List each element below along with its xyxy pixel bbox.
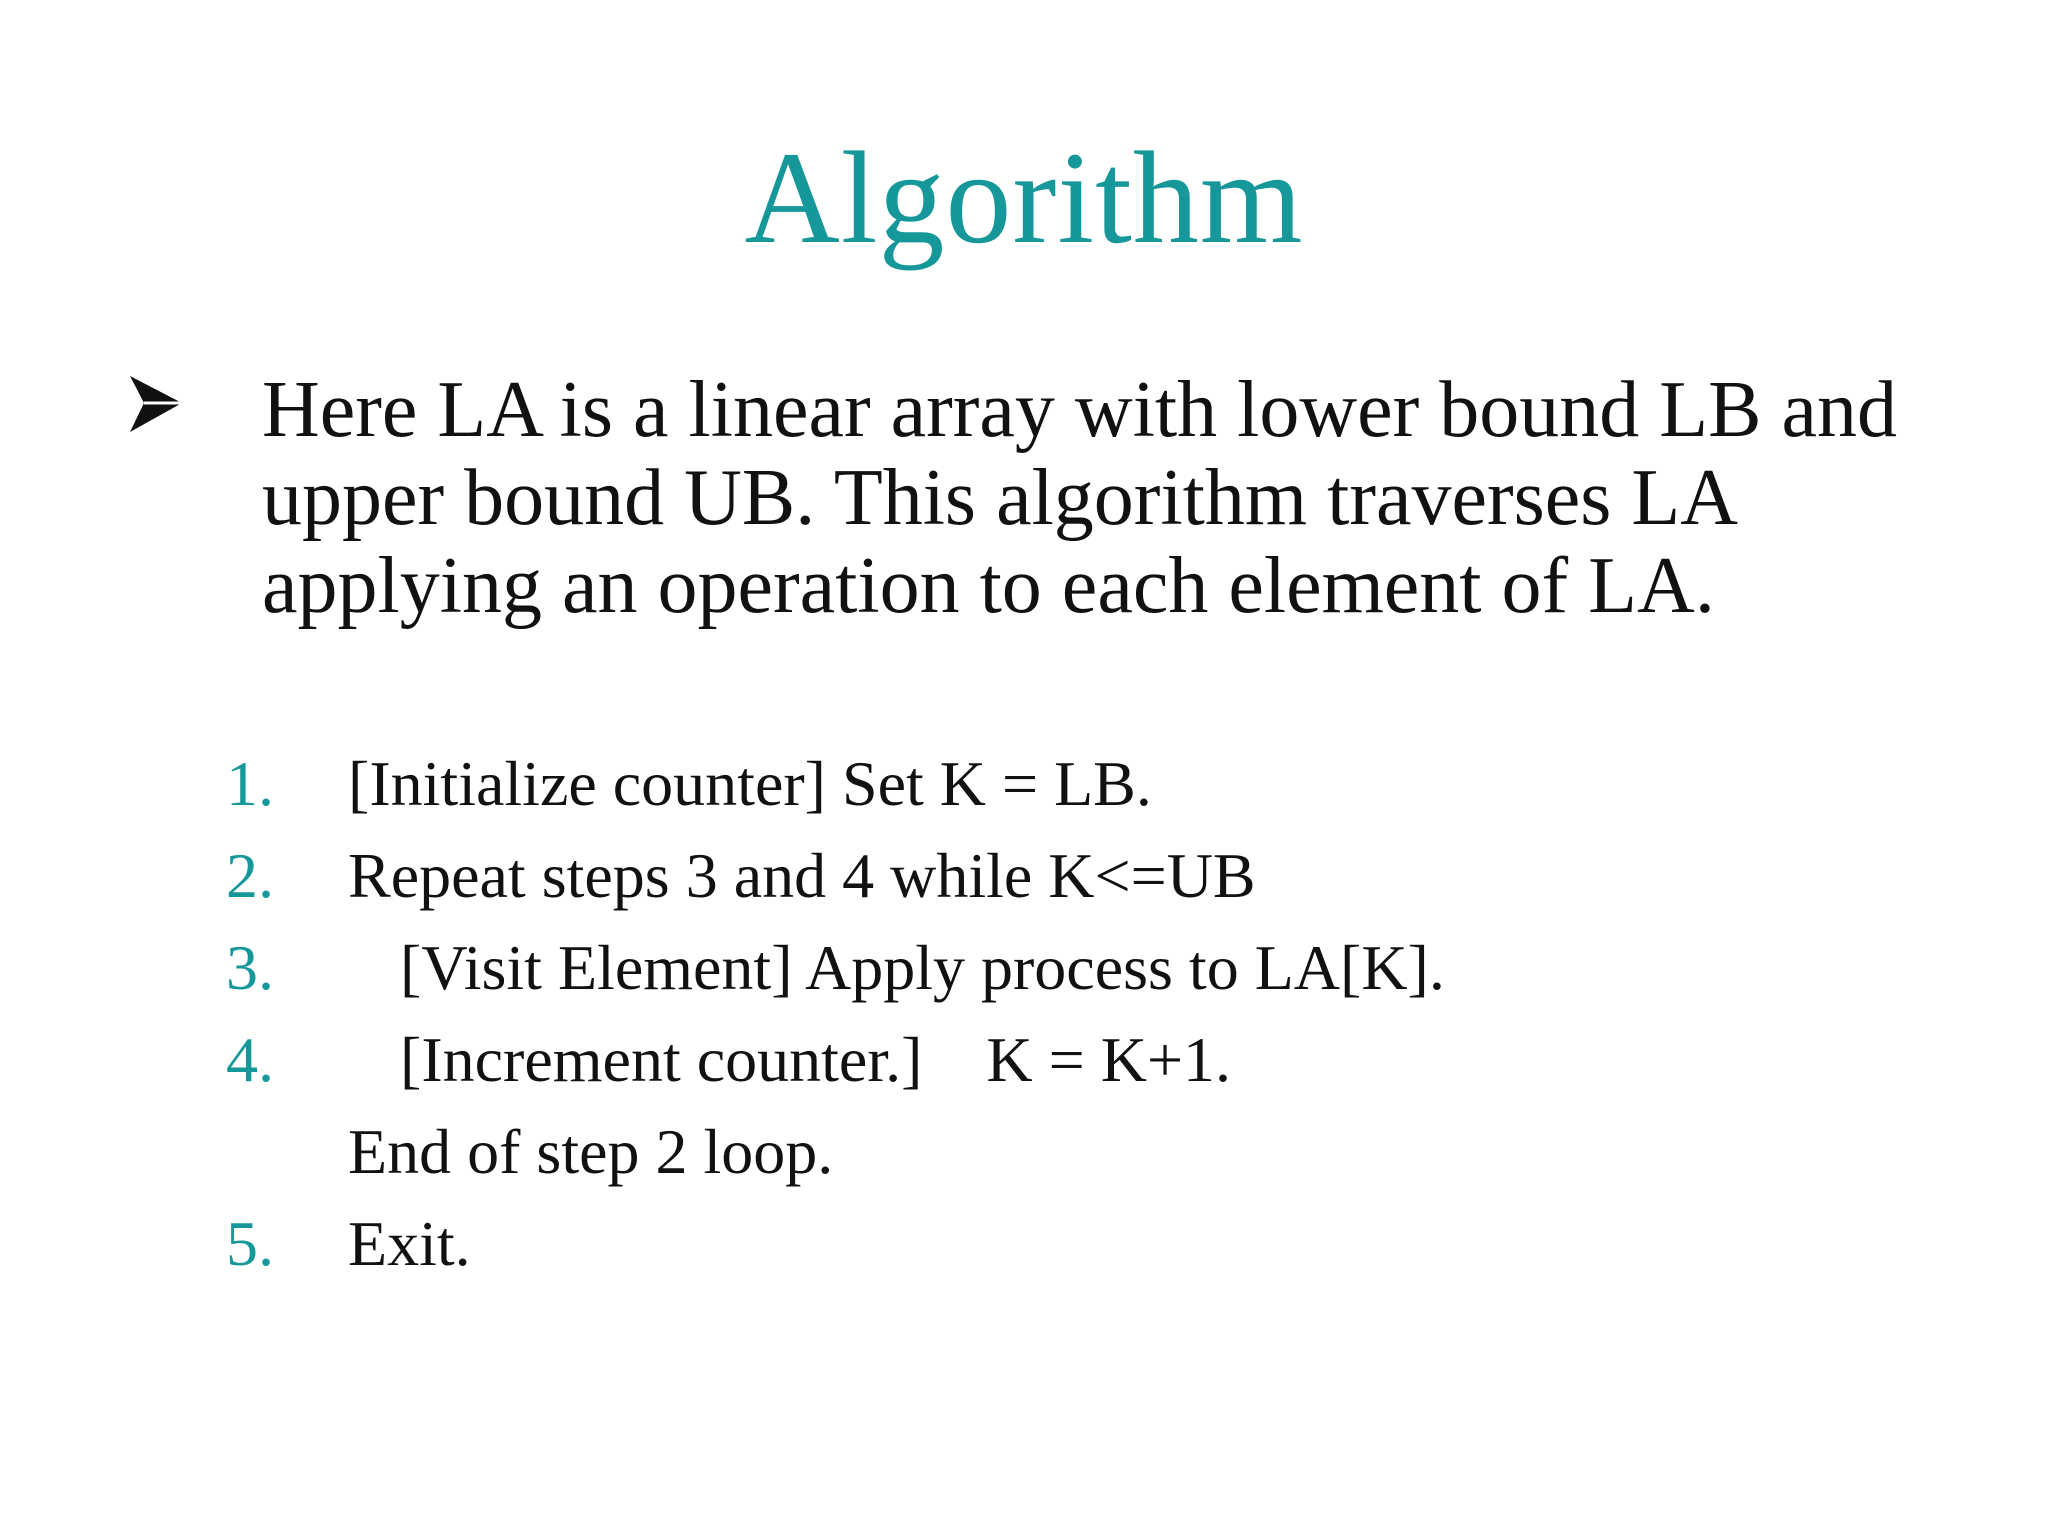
step-item xyxy=(0,1106,2048,1198)
step-text: Exit. xyxy=(348,1208,471,1279)
step-number: 5. xyxy=(226,1208,274,1279)
step-number: 1. xyxy=(226,748,274,819)
step-item xyxy=(0,1014,2048,1106)
arrow-bullet-icon xyxy=(126,370,186,440)
step-text: [Visit Element] Apply process to LA[K]. xyxy=(400,932,1445,1003)
step-item xyxy=(0,738,2048,830)
step-text: [Increment counter.] K = K+1. xyxy=(400,1024,1232,1095)
step-item xyxy=(0,1198,2048,1290)
step-item xyxy=(0,922,2048,1014)
step-number: 2. xyxy=(226,840,274,911)
step-number: 4. xyxy=(226,1024,274,1095)
step-item xyxy=(0,830,2048,922)
slide-title: Algorithm xyxy=(744,124,1304,271)
step-number: 3. xyxy=(226,932,274,1003)
step-text: [Initialize counter] Set K = LB. xyxy=(348,748,1152,819)
step-text: Repeat steps 3 and 4 while K<=UB xyxy=(348,840,1256,911)
step-text: End of step 2 loop. xyxy=(348,1116,834,1187)
bullet-text: Here LA is a linear array with lower bound LB and upper bound UB. This algorithm traverses LA applying an operation to each element of LA. xyxy=(262,366,1898,630)
